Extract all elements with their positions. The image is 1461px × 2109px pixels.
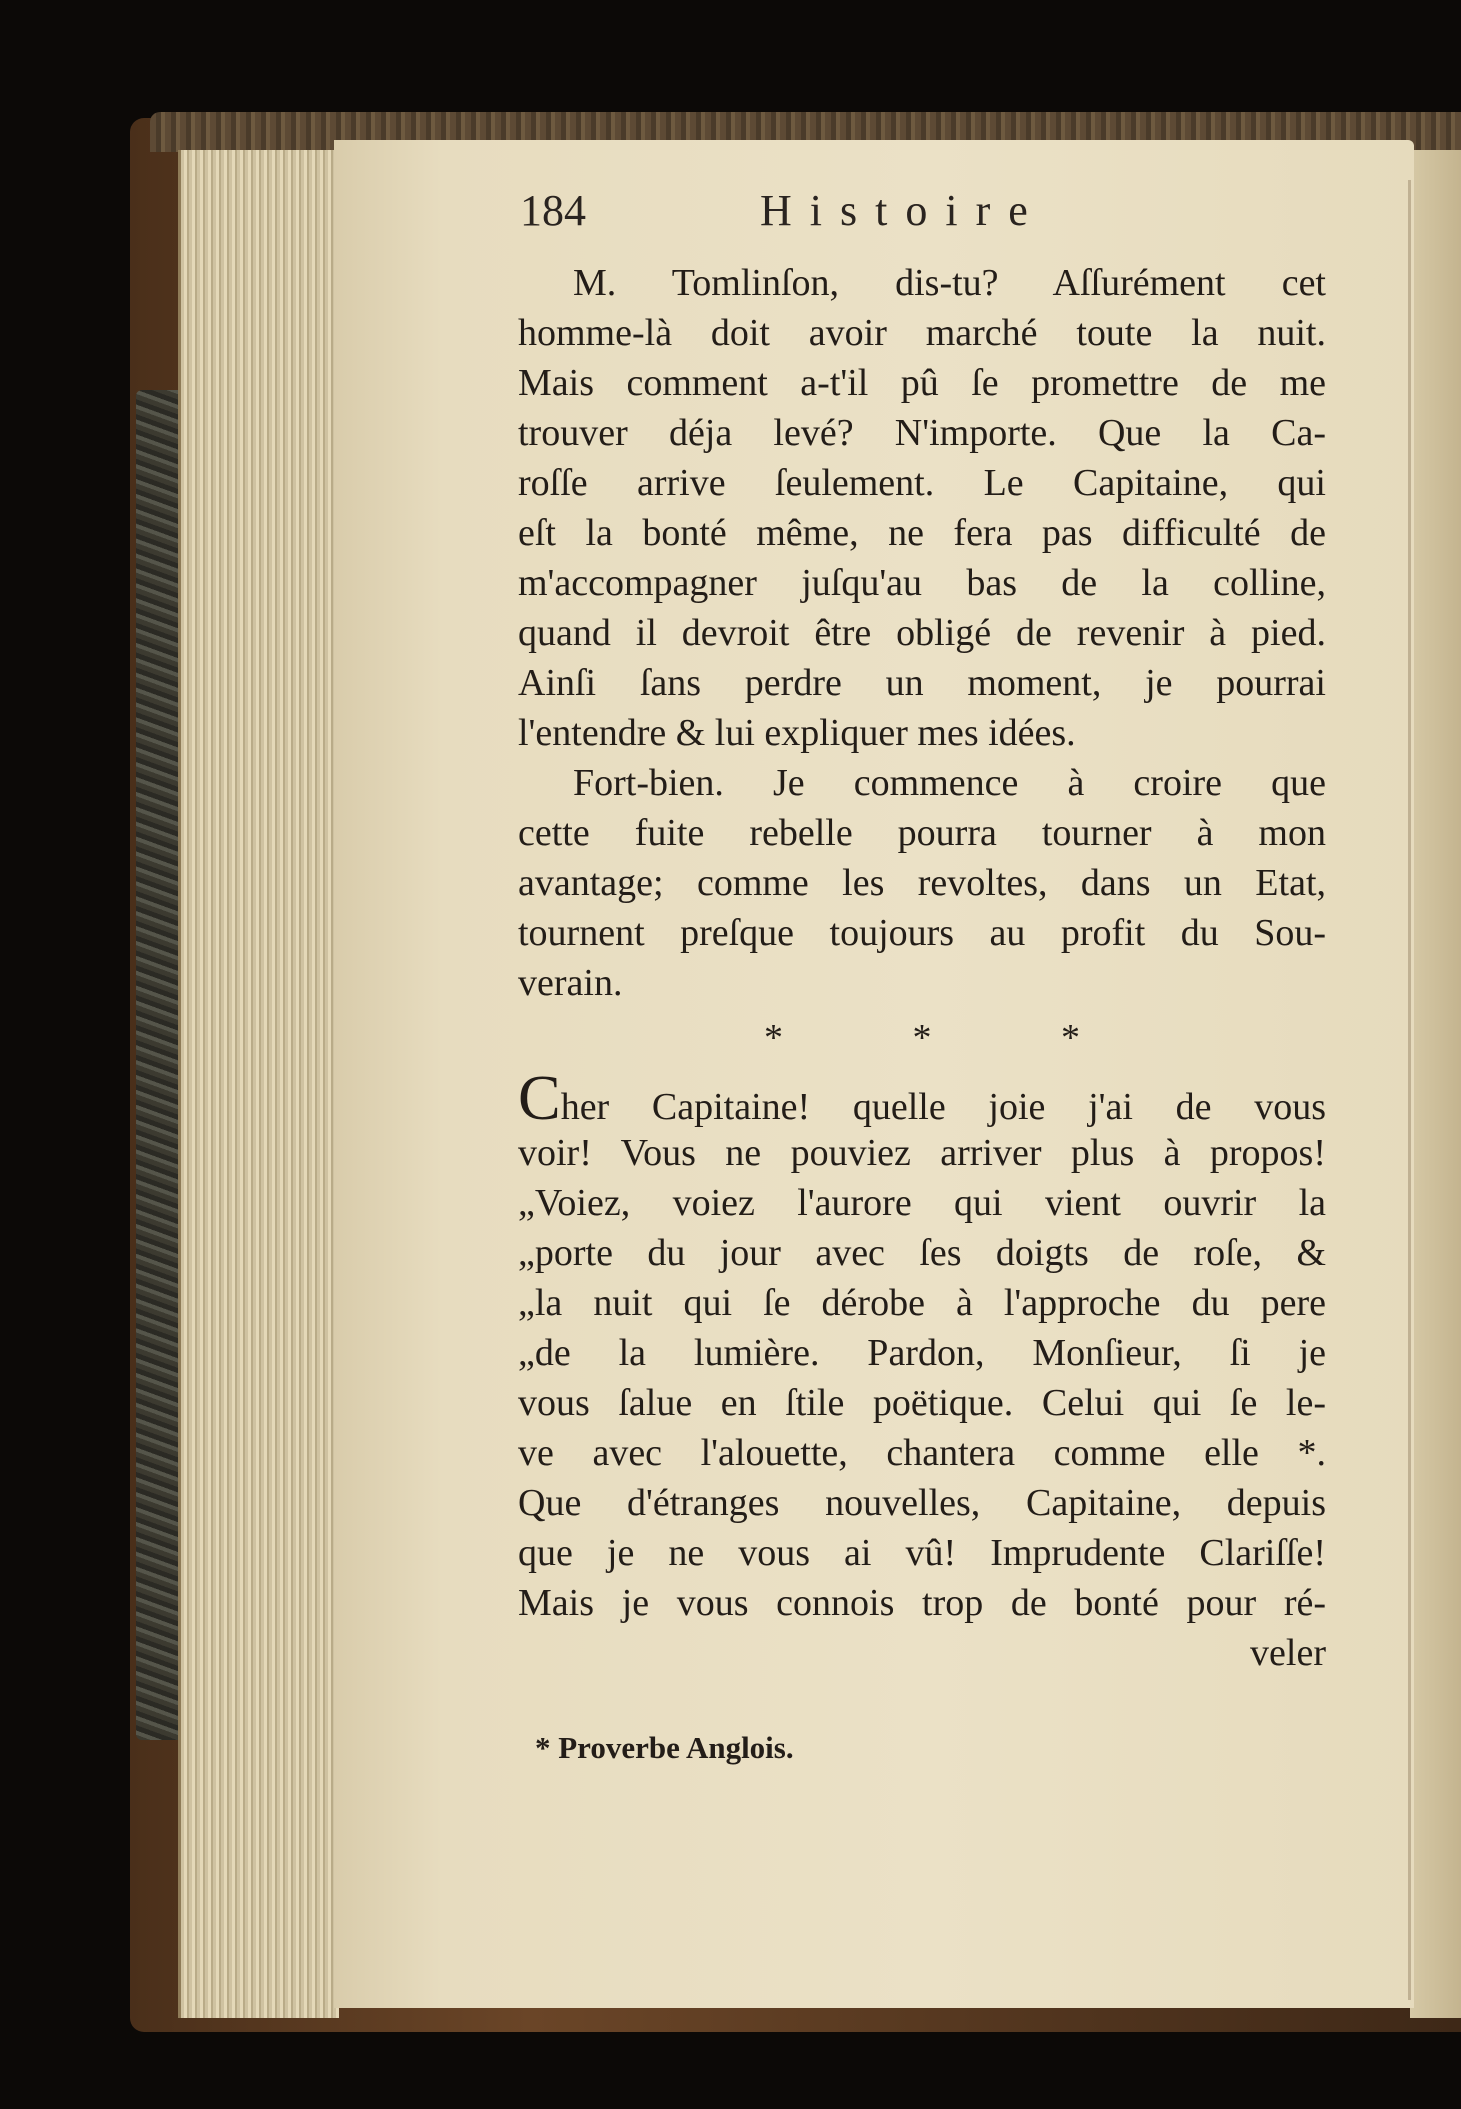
text-line: homme-là doit avoir marché toute la nuit. — [518, 312, 1326, 354]
page-body — [518, 258, 1326, 1678]
text-line: vous ſalue en ſtile poëtique. Celui qui ſe le- — [518, 1382, 1326, 1424]
text-line: eſt la bonté même, ne fera pas difficulté de — [518, 512, 1326, 554]
catchword: veler — [1250, 1632, 1326, 1674]
text-line: tournent preſque toujours au profit du Sou- — [518, 912, 1326, 954]
running-head — [520, 185, 1320, 245]
text-line: „Voiez, voiez l'aurore qui vient ouvrir la — [518, 1182, 1326, 1224]
text-line: Fort-bien. Je commence à croire que — [573, 762, 1326, 804]
page-edges — [178, 150, 339, 2018]
text-line: verain. — [518, 962, 623, 1004]
text-line: quand il devroit être obligé de revenir à pied. — [518, 612, 1326, 654]
text-line: avantage; comme les revoltes, dans un Etat, — [518, 862, 1326, 904]
text-line: que je ne vous ai vû! Imprudente Clariſſe! — [518, 1532, 1326, 1574]
text-line: „la nuit qui ſe dérobe à l'approche du pere — [518, 1282, 1326, 1324]
text-line: voir! Vous ne pouviez arriver plus à propos! — [518, 1132, 1326, 1174]
text-line: Cher Capitaine! quelle joie j'ai de vous — [518, 1062, 1326, 1133]
text-line: Que d'étranges nouvelles, Capitaine, depuis — [518, 1482, 1326, 1524]
text-line: l'entendre & lui expliquer mes idées. — [518, 712, 1076, 754]
text-line: roſſe arrive ſeulement. Le Capitaine, qui — [518, 462, 1326, 504]
page-number: 184 — [520, 186, 586, 235]
text-line: „de la lumière. Pardon, Monſieur, ſi je — [518, 1332, 1326, 1374]
text-line: Mais je vous connois trop de bonté pour ré- — [518, 1582, 1326, 1624]
text-line: „porte du jour avec ſes doigts de roſe, & — [518, 1232, 1326, 1274]
facing-page-edge — [1410, 150, 1461, 2018]
text-line: M. Tomlinſon, dis-tu? Aſſurément cet — [573, 262, 1326, 304]
section-separator: * * * — [764, 1017, 1140, 1059]
text-line: trouver déja levé? N'importe. Que la Ca- — [518, 412, 1326, 454]
text-line: m'accompagner juſqu'au bas de la colline, — [518, 562, 1326, 604]
text-line: ve avec l'alouette, chantera comme elle *. — [518, 1432, 1326, 1474]
text-line: Mais comment a-t'il pû ſe promettre de me — [518, 362, 1326, 404]
footnote: * Proverbe Anglois. — [535, 1730, 794, 1765]
page-fold — [1408, 180, 1411, 2000]
running-title: Histoire — [760, 186, 1046, 235]
marbled-cover — [136, 390, 184, 1740]
text-line: Ainſi ſans perdre un moment, je pourrai — [518, 662, 1326, 704]
text-line: cette fuite rebelle pourra tourner à mon — [518, 812, 1326, 854]
